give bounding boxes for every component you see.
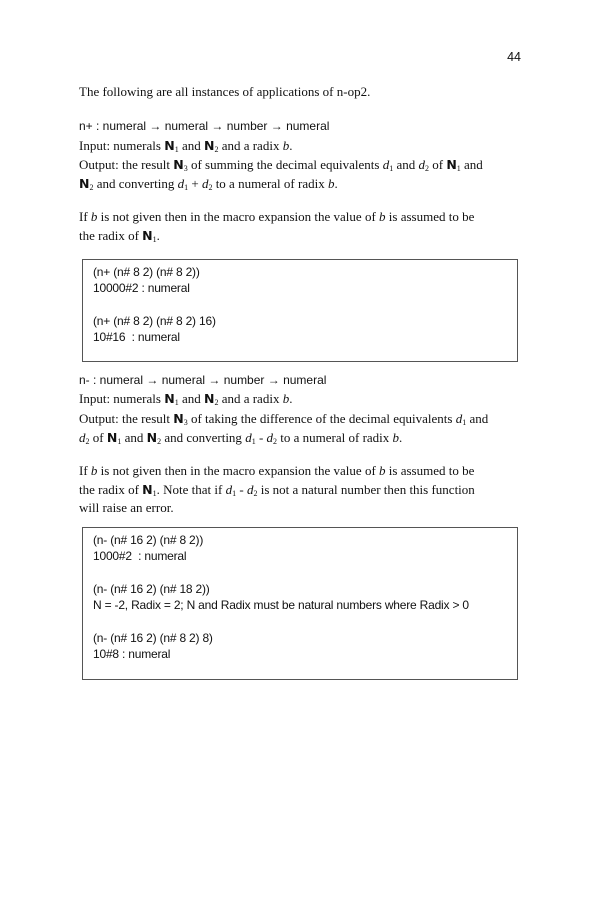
code-line: 10#16 : numeral <box>93 330 180 344</box>
code-line: (n- (n# 16 2) (n# 8 2)) <box>93 533 204 547</box>
nminus-default-line-3: will raise an error. <box>79 500 174 515</box>
nminus-default-line-1: If b is not given then in the macro expansion the value of b is assumed to be <box>79 463 475 478</box>
intro-text: The following are all instances of applications of n-op2. <box>79 84 371 99</box>
nplus-input: Input: numerals $N_1$ and $N_2$ and a radix b. <box>79 138 293 154</box>
code-line: N = -2, Radix = 2; N and Radix must be natural numbers where Radix > 0 <box>93 598 469 612</box>
code-line: 10000#2 : numeral <box>93 281 190 295</box>
nminus-signature: n- : numeral → numeral → number → numeral <box>79 373 327 387</box>
nminus-examples-box <box>82 527 518 680</box>
code-line: (n+ (n# 8 2) (n# 8 2)) <box>93 265 200 279</box>
code-line: (n- (n# 16 2) (n# 8 2) 8) <box>93 631 213 645</box>
nplus-output-line-1: Output: the result $N_3$ of summing the decimal equivalents $d_1$ and $d_2$ of $N_1$ and <box>79 157 483 173</box>
nminus-input: Input: numerals $N_1$ and $N_2$ and a radix b. <box>79 391 293 407</box>
page-number: 44 <box>507 50 521 64</box>
nplus-default-line-1: If b is not given then in the macro expansion the value of b is assumed to be <box>79 209 475 224</box>
nminus-output-line-1: Output: the result $N_3$ of taking the difference of the decimal equivalents $d_1$ and <box>79 411 489 427</box>
code-line: (n- (n# 16 2) (n# 18 2)) <box>93 582 210 596</box>
code-line: (n+ (n# 8 2) (n# 8 2) 16) <box>93 314 216 328</box>
code-line: 10#8 : numeral <box>93 647 171 661</box>
nplus-examples-box <box>82 259 518 362</box>
nplus-signature: n+ : numeral → numeral → number → numeral <box>79 119 330 133</box>
code-line: 1000#2 : numeral <box>93 549 187 563</box>
nplus-default-line-2: the radix of $N_1$. <box>79 228 160 244</box>
nminus-output-line-2: $d_2$ of $N_1$ and $N_2$ and converting $d_1 - d_2$ to a numeral of radix b. <box>79 430 403 446</box>
nminus-default-line-2: the radix of $N_1$. Note that if $d_1 - d_2$ is not a natural number then this function <box>79 482 475 498</box>
nplus-output-line-2: $N_2$ and converting $d_1 + d_2$ to a numeral of radix b. <box>79 176 338 192</box>
